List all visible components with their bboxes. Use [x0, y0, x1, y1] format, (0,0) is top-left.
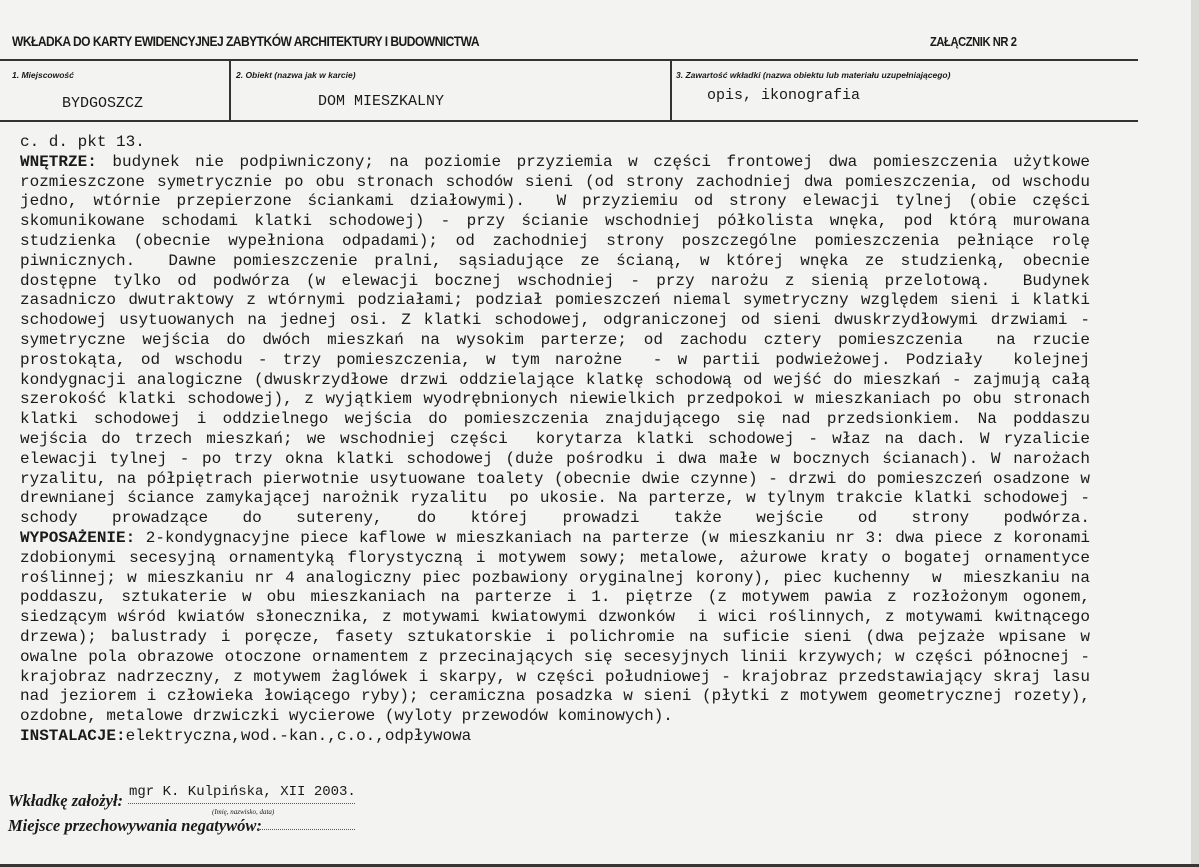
- line-text: jedno, wtórnie przepierzone ściankami działowymi). W przyziemiu od strony elewacji tylnej (obie części: [20, 192, 1090, 211]
- text-line: [20, 212, 1090, 232]
- text-line: [20, 529, 1090, 549]
- text-line: [20, 390, 1090, 410]
- line-text: drewnianej ściance zamykającej narożnik ryzalitu po ukosie. Na parterze, w tylnym trakcie klatki schodowej -: [20, 489, 1090, 508]
- line-text: ryzalitu, na półpiętrach pierwotnie usytuowane toalety (obecnie dwie czynne) - drzwi do pomieszczeń osadzone w: [20, 469, 1090, 488]
- text-line: [20, 192, 1090, 212]
- line-text: schody prowadzące do sutereny, do której prowadzi także wejście od strony podwórza.: [20, 509, 1090, 528]
- text-line: [20, 173, 1090, 193]
- text-line: [20, 331, 1090, 351]
- text-line: [20, 351, 1090, 371]
- line-text: krajobraz nadrzeczny, z motywem żaglówek i skarpy, w części południowej - krajobraz przedstawiający skraj lasu: [20, 667, 1090, 686]
- text-line: [20, 410, 1090, 430]
- author-value: mgr K. Kulpińska, XII 2003.: [129, 784, 356, 800]
- line-text: drzewa); balustrady i poręcze, fasety sztukatorskie i polichromie na suficie sieni (dwa pejzaże wpisane w: [20, 627, 1090, 646]
- line-text: 2-kondygnacyjne piece kaflowe w mieszkaniach na parterze (w mieszkaniu nr 3: dwa piece z koronami: [135, 528, 1090, 547]
- line-text: symetryczne wejścia do dwóch mieszkań na wysokim parterze; od zachodu cztery pomieszczenia na rzucie: [20, 330, 1090, 349]
- line-text: rozmieszczone symetrycznie po obu stronach schodów sieni (od strony zachodniej dwa pomieszczenia, od wschodu: [20, 172, 1090, 191]
- text-line: [20, 569, 1090, 589]
- line-text: elektryczna,wod.-kan.,c.o.,odpływowa: [125, 726, 472, 745]
- text-line: [20, 291, 1090, 311]
- text-line: [20, 549, 1090, 569]
- line-text: poddaszu, sztukaterie w obu mieszkaniach na parterze i 1. piętrze (z motywem pawia z rozłożonym ogonem,: [20, 588, 1090, 607]
- text-line: [20, 153, 1090, 173]
- line-text: nad jeziorem i człowieka łowiącego ryby); ceramiczna posadzka w sieni (płytki z motywem geometrycznej rozety),: [20, 687, 1090, 706]
- field-label-object: 2. Obiekt (nazwa jak w karcie): [236, 70, 356, 80]
- text-line: [20, 450, 1090, 470]
- field-value-locality: BYDGOSZCZ: [62, 95, 144, 112]
- line-text: wejścia do trzech mieszkań; we wschodniej części korytarza klatki schodowej - właz na dach. W ryzalicie: [20, 429, 1090, 448]
- column-divider: [670, 60, 672, 122]
- negatives-label: Miejsce przechowywania negatywów:: [8, 816, 262, 835]
- line-text: studzienka (obecnie wypełniona odpadami); od zachodniej strony poszczególne pomieszczenia pełniące rolę: [20, 231, 1090, 250]
- text-line: [20, 608, 1090, 628]
- text-line: [20, 371, 1090, 391]
- description-body: [20, 133, 1090, 747]
- text-line: [20, 668, 1090, 688]
- line-text: siedzącym wśród kwiatów słonecznika, z motywami kwiatowymi dzwonków i wici roślinnych, z motywami kwitnącego: [20, 608, 1090, 627]
- text-line: [20, 272, 1090, 292]
- field-label-locality: 1. Miejscowość: [12, 70, 74, 80]
- line-text: kondygnacji analogiczne (dwuskrzydłowe drzwi oddzielające klatkę schodową od wejść do mieszkań - zajmują całą: [20, 370, 1090, 389]
- author-hint: (Imię, nazwisko, data): [212, 808, 275, 816]
- text-line: [20, 707, 1090, 727]
- line-text: piwnicznych. Dawne pomieszczenie pralni, sąsiadujące ze ścianą, w której wnęka ze studzienką, obecnie: [20, 251, 1090, 270]
- field-value-contents: opis, ikonografia: [707, 87, 861, 104]
- line-text: schodowej usytuowanych na jednej osi. Z klatki schodowej, odgraniczonej od sieni dwuskrzydłowymi drzwiami -: [20, 311, 1090, 330]
- line-text: skomunikowane schodami klatki schodowej) - przy ścianie wschodniej półkolista wnęka, pod którą murowana: [20, 212, 1090, 231]
- author-dotted-line: [128, 802, 355, 804]
- divider-bottom: [0, 120, 1138, 122]
- section-heading: INSTALACJE:: [20, 726, 126, 745]
- section-heading: WNĘTRZE:: [20, 152, 97, 171]
- line-text: dostępne tylko od podwórza (w elewacji bocznej wschodniej - przy narożu z sienią przelotową. Budynek: [20, 271, 1090, 290]
- document-title: WKŁADKA DO KARTY EWIDENCYJNEJ ZABYTKÓW ARCHITEKTURY I BUDOWNICTWA: [12, 33, 480, 49]
- text-line: [20, 489, 1090, 509]
- text-line: [20, 687, 1090, 707]
- line-text: zdobionymi secesyjną ornamentyką florystyczną i motywem sowy; metalowe, ażurowe kraty o bogatej ornamentyce: [20, 548, 1090, 567]
- author-label: Wkładkę założył:: [8, 791, 124, 810]
- text-line: [20, 430, 1090, 450]
- line-text: szerokość klatki schodowej), z wyjątkiem wyodrębnionych niewielkich przedpokoi w mieszkaniach po obu stronach: [20, 390, 1090, 409]
- line-text: zasadniczo dwutraktowy z wtórnymi podziałami; podział pomieszczeń niemal symetryczny względem sieni i klatki: [20, 291, 1090, 310]
- section-heading: WYPOSAŻENIE:: [20, 528, 136, 547]
- negatives-dotted-line: [258, 828, 355, 830]
- text-line: [20, 252, 1090, 272]
- text-line: [20, 588, 1090, 608]
- line-text: owalne pola obrazowe otoczone ornamentem z przecinających się secesyjnych linii krzywych; w części północnej -: [20, 647, 1090, 666]
- text-line: [20, 311, 1090, 331]
- annex-label: ZAŁĄCZNIK NR 2: [930, 34, 1017, 49]
- text-line: [20, 628, 1090, 648]
- text-line: [20, 509, 1090, 529]
- field-value-object: DOM MIESZKALNY: [318, 93, 445, 110]
- scan-edge: [1191, 0, 1199, 867]
- line-text: roślinnej; w mieszkaniu nr 4 analogiczny piec pozbawiony oryginalnej korony), piec kuchenny w mieszkaniu na: [20, 568, 1090, 587]
- line-text: klatki schodowej i oddzielnego wejścia do pomieszczenia znajdującego się nad przedsionkiem. Na poddaszu: [20, 410, 1090, 429]
- divider-top: [0, 59, 1138, 61]
- line-text: prostokąta, od wschodu - trzy pomieszczenia, w tym narożne - w partii podwieżowej. Podziały kolejnej: [20, 350, 1090, 369]
- text-line: [20, 232, 1090, 252]
- text-line: [20, 648, 1090, 668]
- line-text: budynek nie podpiwniczony; na poziomie przyziemia w części frontowej dwa pomieszczenia użytkowe: [96, 152, 1090, 171]
- text-line: [20, 133, 1090, 153]
- line-text: ozdobne, metalowe drzwiczki wycierowe (wyloty przewodów kominowych).: [20, 707, 673, 726]
- column-divider: [229, 60, 231, 122]
- line-text: c. d. pkt 13.: [20, 133, 145, 151]
- line-text: elewacji tylnej - po trzy okna klatki schodowej (duże pośrodku i dwa małe w bocznych ścianach). W narożach: [20, 449, 1090, 468]
- field-label-contents: 3. Zawartość wkładki (nazwa obiektu lub materiału uzupełniającego): [676, 70, 951, 80]
- text-line: [20, 470, 1090, 490]
- text-line: [20, 727, 1090, 747]
